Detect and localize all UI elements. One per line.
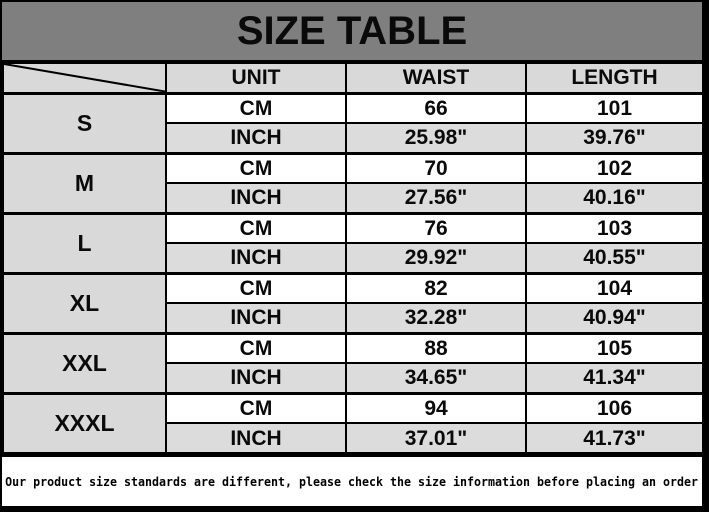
unit-cell: INCH bbox=[166, 423, 346, 453]
note-bar bbox=[2, 454, 702, 506]
column-header-waist: WAIST bbox=[346, 63, 526, 93]
waist-value: 34.65" bbox=[346, 363, 526, 393]
waist-value: 37.01" bbox=[346, 423, 526, 453]
table-row-m-cm bbox=[3, 153, 703, 183]
table-row-s-cm bbox=[3, 93, 703, 123]
unit-cell: CM bbox=[166, 333, 346, 363]
table-row-xxl-cm bbox=[3, 333, 703, 363]
waist-value: 66 bbox=[346, 93, 526, 123]
diagonal-line-icon bbox=[4, 64, 165, 92]
size-table bbox=[2, 62, 704, 454]
unit-cell: CM bbox=[166, 393, 346, 423]
length-value: 102 bbox=[526, 153, 703, 183]
size-note-text: Our product size standards are different, please check the size information before placing an order bbox=[5, 474, 699, 489]
waist-value: 27.56" bbox=[346, 183, 526, 213]
size-label-m: M bbox=[3, 153, 166, 213]
unit-cell: INCH bbox=[166, 363, 346, 393]
length-value: 103 bbox=[526, 213, 703, 243]
size-label-xxl: XXL bbox=[3, 333, 166, 393]
diagonal-header-cell bbox=[3, 63, 166, 93]
table-row-xl-cm bbox=[3, 273, 703, 303]
length-value: 40.16" bbox=[526, 183, 703, 213]
waist-value: 76 bbox=[346, 213, 526, 243]
table-row-xxxl-cm bbox=[3, 393, 703, 423]
length-value: 41.34" bbox=[526, 363, 703, 393]
waist-value: 25.98" bbox=[346, 123, 526, 153]
length-value: 105 bbox=[526, 333, 703, 363]
unit-cell: INCH bbox=[166, 303, 346, 333]
unit-cell: INCH bbox=[166, 243, 346, 273]
waist-value: 94 bbox=[346, 393, 526, 423]
length-value: 101 bbox=[526, 93, 703, 123]
unit-cell: INCH bbox=[166, 183, 346, 213]
length-value: 41.73" bbox=[526, 423, 703, 453]
size-label-xl: XL bbox=[3, 273, 166, 333]
waist-value: 32.28" bbox=[346, 303, 526, 333]
table-header-row bbox=[3, 63, 703, 93]
unit-cell: CM bbox=[166, 93, 346, 123]
waist-value: 88 bbox=[346, 333, 526, 363]
size-label-s: S bbox=[3, 93, 166, 153]
column-header-unit: UNIT bbox=[166, 63, 346, 93]
unit-cell: INCH bbox=[166, 123, 346, 153]
size-label-xxxl: XXXL bbox=[3, 393, 166, 453]
column-header-length: LENGTH bbox=[526, 63, 703, 93]
page-title: SIZE TABLE bbox=[236, 9, 468, 53]
unit-cell: CM bbox=[166, 153, 346, 183]
waist-value: 29.92" bbox=[346, 243, 526, 273]
unit-cell: CM bbox=[166, 273, 346, 303]
unit-cell: CM bbox=[166, 213, 346, 243]
table-row-l-cm bbox=[3, 213, 703, 243]
waist-value: 70 bbox=[346, 153, 526, 183]
length-value: 39.76" bbox=[526, 123, 703, 153]
waist-value: 82 bbox=[346, 273, 526, 303]
length-value: 40.94" bbox=[526, 303, 703, 333]
length-value: 106 bbox=[526, 393, 703, 423]
length-value: 40.55" bbox=[526, 243, 703, 273]
title-bar bbox=[2, 2, 702, 62]
length-value: 104 bbox=[526, 273, 703, 303]
size-label-l: L bbox=[3, 213, 166, 273]
